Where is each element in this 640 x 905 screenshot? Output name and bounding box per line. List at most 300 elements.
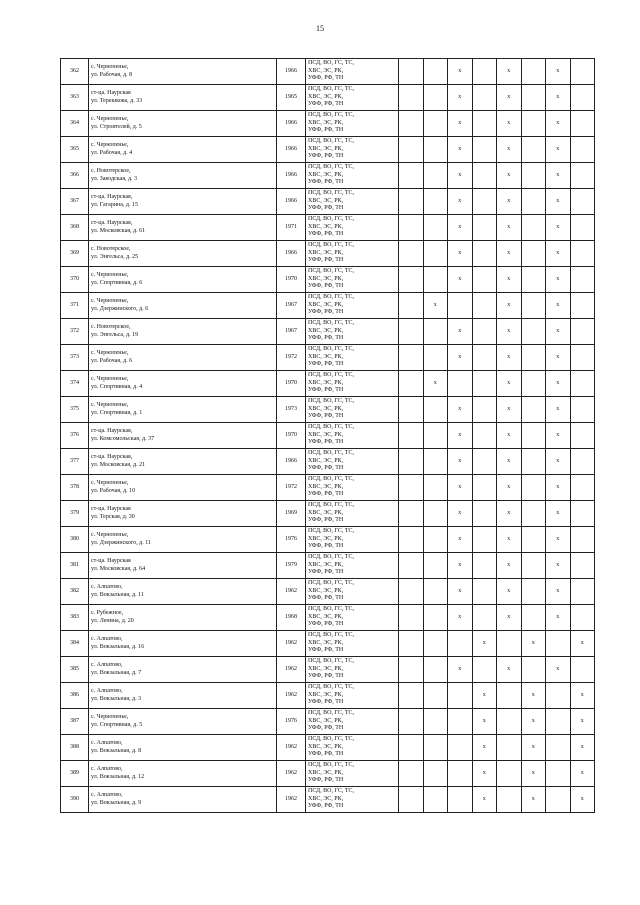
build-year: 1967 xyxy=(277,319,306,345)
mark-cell xyxy=(521,293,546,319)
systems-line: ПСД, ВО, ГС, ТС, xyxy=(308,502,355,509)
street-address: ул. Энгельса, д. 19 xyxy=(91,331,139,338)
mark-cell xyxy=(423,319,448,345)
mark-cell xyxy=(570,553,595,579)
systems-line: ХВС, ЭС, РК, xyxy=(308,483,344,490)
mark-cell: x xyxy=(497,657,522,683)
systems-line: ПСД, ВО, ГС, ТС, xyxy=(308,424,355,431)
mark-cell xyxy=(521,111,546,137)
table-row xyxy=(61,241,595,267)
mark-cell: x xyxy=(521,787,546,813)
systems-list xyxy=(306,761,399,787)
mark-cell xyxy=(423,163,448,189)
build-year: 1966 xyxy=(277,449,306,475)
build-year: 1966 xyxy=(277,189,306,215)
row-number: 362 xyxy=(61,59,89,85)
mark-cell xyxy=(399,449,424,475)
mark-cell xyxy=(423,735,448,761)
mark-cell: x xyxy=(472,761,497,787)
systems-line: ХВС, ЭС, РК, xyxy=(308,223,344,230)
systems-list xyxy=(306,579,399,605)
table-row xyxy=(61,683,595,709)
mark-cell: x xyxy=(448,189,473,215)
mark-cell xyxy=(423,475,448,501)
table-row xyxy=(61,787,595,813)
street-address: ул. Вокзальная, д. 12 xyxy=(91,773,145,780)
settlement-name: с. Чернопенье, xyxy=(91,375,129,382)
mark-cell xyxy=(423,787,448,813)
mark-cell xyxy=(423,241,448,267)
street-address: ул. Вокзальная, д. 16 xyxy=(91,643,145,650)
mark-cell xyxy=(399,553,424,579)
table-row xyxy=(61,501,595,527)
table-row xyxy=(61,605,595,631)
systems-line: ПСД, ВО, ГС, ТС, xyxy=(308,580,355,587)
row-number: 371 xyxy=(61,293,89,319)
table-row xyxy=(61,59,595,85)
mark-cell xyxy=(570,111,595,137)
systems-line: ХВС, ЭС, РК, xyxy=(308,639,344,646)
systems-line: ХВС, ЭС, РК, xyxy=(308,769,344,776)
mark-cell xyxy=(423,761,448,787)
row-number: 385 xyxy=(61,657,89,683)
street-address: ул. Спортивная, д. 4 xyxy=(91,383,143,390)
systems-line: ХВС, ЭС, РК, xyxy=(308,249,344,256)
table-row xyxy=(61,475,595,501)
mark-cell: x xyxy=(521,709,546,735)
row-number: 379 xyxy=(61,501,89,527)
mark-cell xyxy=(472,189,497,215)
mark-cell: x xyxy=(570,735,595,761)
mark-cell xyxy=(399,761,424,787)
mark-cell xyxy=(423,267,448,293)
systems-line: ПСД, ВО, ГС, ТС, xyxy=(308,658,355,665)
mark-cell: x xyxy=(546,579,571,605)
mark-cell: x xyxy=(497,267,522,293)
address-cell xyxy=(89,215,277,241)
systems-line: ХВС, ЭС, РК, xyxy=(308,535,344,542)
build-year: 1971 xyxy=(277,215,306,241)
systems-list xyxy=(306,449,399,475)
mark-cell xyxy=(521,85,546,111)
mark-cell: x xyxy=(497,501,522,527)
systems-line: ХВС, ЭС, РК, xyxy=(308,171,344,178)
systems-line: УФФ, РФ, ТН xyxy=(308,335,344,342)
mark-cell xyxy=(423,423,448,449)
row-number: 389 xyxy=(61,761,89,787)
row-number: 382 xyxy=(61,579,89,605)
mark-cell xyxy=(521,163,546,189)
mark-cell xyxy=(423,85,448,111)
address-cell xyxy=(89,709,277,735)
mark-cell xyxy=(423,111,448,137)
mark-cell xyxy=(448,735,473,761)
mark-cell xyxy=(521,345,546,371)
mark-cell: x xyxy=(546,527,571,553)
street-address: ул. Московская, д. 21 xyxy=(91,461,146,468)
mark-cell: x xyxy=(448,319,473,345)
mark-cell: x xyxy=(546,319,571,345)
mark-cell xyxy=(448,293,473,319)
build-year: 1962 xyxy=(277,657,306,683)
row-number: 366 xyxy=(61,163,89,189)
street-address: ул. Рабочая, д. 8 xyxy=(91,71,133,78)
settlement-name: с. Новотерское, xyxy=(91,167,131,174)
mark-cell xyxy=(472,319,497,345)
table-row xyxy=(61,579,595,605)
mark-cell: x xyxy=(521,631,546,657)
mark-cell: x xyxy=(448,215,473,241)
row-number: 376 xyxy=(61,423,89,449)
mark-cell: x xyxy=(570,631,595,657)
mark-cell: x xyxy=(546,293,571,319)
mark-cell xyxy=(521,319,546,345)
systems-line: УФФ, РФ, ТН xyxy=(308,751,344,758)
mark-cell: x xyxy=(497,85,522,111)
build-year: 1962 xyxy=(277,761,306,787)
systems-list xyxy=(306,501,399,527)
systems-line: ПСД, ВО, ГС, ТС, xyxy=(308,346,355,353)
street-address: ул. Заводская, д. 3 xyxy=(91,175,138,182)
systems-line: ХВС, ЭС, РК, xyxy=(308,613,344,620)
mark-cell xyxy=(399,215,424,241)
mark-cell xyxy=(423,631,448,657)
mark-cell xyxy=(570,319,595,345)
systems-line: ПСД, ВО, ГС, ТС, xyxy=(308,554,355,561)
build-year: 1973 xyxy=(277,397,306,423)
mark-cell: x xyxy=(448,85,473,111)
settlement-name: с. Рубежное, xyxy=(91,609,124,616)
address-cell xyxy=(89,475,277,501)
mark-cell xyxy=(472,111,497,137)
mark-cell xyxy=(521,241,546,267)
build-year: 1976 xyxy=(277,709,306,735)
mark-cell xyxy=(423,527,448,553)
address-cell xyxy=(89,371,277,397)
mark-cell xyxy=(521,423,546,449)
mark-cell xyxy=(423,501,448,527)
systems-list xyxy=(306,163,399,189)
systems-line: УФФ, РФ, ТН xyxy=(308,127,344,134)
mark-cell xyxy=(472,345,497,371)
mark-cell: x xyxy=(448,475,473,501)
mark-cell xyxy=(399,137,424,163)
mark-cell xyxy=(399,371,424,397)
settlement-name: с. Чернопенье, xyxy=(91,141,129,148)
systems-list xyxy=(306,111,399,137)
street-address: ул. Вокзальная, д. 8 xyxy=(91,747,142,754)
mark-cell: x xyxy=(497,449,522,475)
mark-cell xyxy=(570,163,595,189)
mark-cell: x xyxy=(448,423,473,449)
systems-line: ХВС, ЭС, РК, xyxy=(308,795,344,802)
mark-cell xyxy=(570,85,595,111)
mark-cell: x xyxy=(546,189,571,215)
table-row xyxy=(61,423,595,449)
build-year: 1962 xyxy=(277,579,306,605)
table-row xyxy=(61,215,595,241)
systems-line: УФФ, РФ, ТН xyxy=(308,361,344,368)
row-number: 380 xyxy=(61,527,89,553)
mark-cell: x xyxy=(546,163,571,189)
row-number: 369 xyxy=(61,241,89,267)
systems-line: ХВС, ЭС, РК, xyxy=(308,457,344,464)
settlement-name: с. Алпатово, xyxy=(91,739,123,746)
mark-cell xyxy=(521,553,546,579)
mark-cell xyxy=(546,683,571,709)
table-row xyxy=(61,345,595,371)
settlement-name: ст-ца. Наурская, xyxy=(91,427,133,434)
mark-cell xyxy=(472,605,497,631)
mark-cell: x xyxy=(546,553,571,579)
mark-cell: x xyxy=(497,553,522,579)
street-address: ул. Рабочая, д. 6 xyxy=(91,357,133,364)
mark-cell xyxy=(423,553,448,579)
mark-cell xyxy=(399,787,424,813)
mark-cell xyxy=(448,631,473,657)
mark-cell xyxy=(546,631,571,657)
mark-cell: x xyxy=(570,683,595,709)
systems-line: УФФ, РФ, ТН xyxy=(308,439,344,446)
mark-cell: x xyxy=(546,111,571,137)
mark-cell xyxy=(399,657,424,683)
systems-line: ПСД, ВО, ГС, ТС, xyxy=(308,216,355,223)
settlement-name: с. Алпатово, xyxy=(91,791,123,798)
mark-cell xyxy=(521,397,546,423)
mark-cell xyxy=(570,501,595,527)
mark-cell xyxy=(570,293,595,319)
mark-cell: x xyxy=(497,111,522,137)
address-cell xyxy=(89,111,277,137)
row-number: 383 xyxy=(61,605,89,631)
mark-cell xyxy=(497,631,522,657)
mark-cell xyxy=(521,527,546,553)
mark-cell xyxy=(521,449,546,475)
settlement-name: с. Алпатово, xyxy=(91,661,123,668)
mark-cell xyxy=(521,579,546,605)
systems-line: УФФ, РФ, ТН xyxy=(308,647,344,654)
mark-cell: x xyxy=(546,475,571,501)
mark-cell xyxy=(399,423,424,449)
mark-cell xyxy=(472,241,497,267)
table-row xyxy=(61,527,595,553)
mark-cell xyxy=(448,371,473,397)
address-cell xyxy=(89,579,277,605)
mark-cell: x xyxy=(497,475,522,501)
row-number: 386 xyxy=(61,683,89,709)
systems-line: УФФ, РФ, ТН xyxy=(308,517,344,524)
mark-cell xyxy=(472,371,497,397)
systems-line: ХВС, ЭС, РК, xyxy=(308,93,344,100)
systems-list xyxy=(306,605,399,631)
systems-line: ПСД, ВО, ГС, ТС, xyxy=(308,398,355,405)
mark-cell xyxy=(472,501,497,527)
systems-line: ХВС, ЭС, РК, xyxy=(308,379,344,386)
build-year: 1970 xyxy=(277,267,306,293)
mark-cell: x xyxy=(546,657,571,683)
table-row xyxy=(61,293,595,319)
row-number: 390 xyxy=(61,787,89,813)
systems-list xyxy=(306,137,399,163)
address-cell xyxy=(89,501,277,527)
settlement-name: с. Чернопенье, xyxy=(91,271,129,278)
mark-cell xyxy=(472,553,497,579)
settlement-name: с. Алпатово, xyxy=(91,583,123,590)
mark-cell: x xyxy=(448,605,473,631)
row-number: 377 xyxy=(61,449,89,475)
mark-cell xyxy=(423,605,448,631)
systems-list xyxy=(306,371,399,397)
mark-cell: x xyxy=(546,137,571,163)
mark-cell xyxy=(570,241,595,267)
table-row xyxy=(61,319,595,345)
settlement-name: ст-ца. Наурская, xyxy=(91,193,133,200)
mark-cell: x xyxy=(472,787,497,813)
mark-cell xyxy=(521,657,546,683)
build-year: 1966 xyxy=(277,163,306,189)
mark-cell: x xyxy=(472,709,497,735)
systems-list xyxy=(306,475,399,501)
mark-cell xyxy=(570,189,595,215)
systems-line: УФФ, РФ, ТН xyxy=(308,283,344,290)
mark-cell xyxy=(472,423,497,449)
systems-line: ХВС, ЭС, РК, xyxy=(308,197,344,204)
systems-line: ПСД, ВО, ГС, ТС, xyxy=(308,190,355,197)
address-cell xyxy=(89,735,277,761)
systems-line: ХВС, ЭС, РК, xyxy=(308,509,344,516)
street-address: ул. Московская, д. 64 xyxy=(91,565,146,572)
settlement-name: с. Алпатово, xyxy=(91,687,123,694)
mark-cell xyxy=(472,527,497,553)
build-year: 1979 xyxy=(277,553,306,579)
row-number: 370 xyxy=(61,267,89,293)
mark-cell xyxy=(521,59,546,85)
mark-cell xyxy=(448,709,473,735)
systems-line: ХВС, ЭС, РК, xyxy=(308,717,344,724)
mark-cell: x xyxy=(472,631,497,657)
mark-cell: x xyxy=(448,267,473,293)
build-year: 1972 xyxy=(277,345,306,371)
address-cell xyxy=(89,319,277,345)
row-number: 365 xyxy=(61,137,89,163)
street-address: ул. Вокзальная, д. 11 xyxy=(91,591,144,598)
mark-cell xyxy=(546,709,571,735)
systems-line: УФФ, РФ, ТН xyxy=(308,569,344,576)
systems-line: ПСД, ВО, ГС, ТС, xyxy=(308,138,355,145)
systems-line: УФФ, РФ, ТН xyxy=(308,179,344,186)
mark-cell: x xyxy=(546,605,571,631)
mark-cell xyxy=(472,293,497,319)
mark-cell: x xyxy=(448,163,473,189)
systems-line: УФФ, РФ, ТН xyxy=(308,491,344,498)
mark-cell: x xyxy=(546,423,571,449)
mark-cell: x xyxy=(546,267,571,293)
street-address: ул. Дзержинского, д. 11 xyxy=(91,539,151,546)
systems-line: УФФ, РФ, ТН xyxy=(308,803,344,810)
mark-cell xyxy=(570,215,595,241)
mark-cell: x xyxy=(570,787,595,813)
address-cell xyxy=(89,85,277,111)
mark-cell: x xyxy=(546,345,571,371)
address-cell xyxy=(89,605,277,631)
mark-cell xyxy=(399,397,424,423)
mark-cell: x xyxy=(448,241,473,267)
row-number: 381 xyxy=(61,553,89,579)
address-cell xyxy=(89,449,277,475)
mark-cell xyxy=(521,215,546,241)
mark-cell xyxy=(399,59,424,85)
mark-cell xyxy=(472,85,497,111)
mark-cell xyxy=(570,605,595,631)
systems-line: ПСД, ВО, ГС, ТС, xyxy=(308,112,355,119)
mark-cell xyxy=(497,735,522,761)
mark-cell: x xyxy=(497,605,522,631)
systems-line: ХВС, ЭС, РК, xyxy=(308,431,344,438)
mark-cell: x xyxy=(497,241,522,267)
build-year: 1972 xyxy=(277,475,306,501)
address-cell xyxy=(89,787,277,813)
mark-cell xyxy=(472,475,497,501)
systems-line: ПСД, ВО, ГС, ТС, xyxy=(308,736,355,743)
systems-line: УФФ, РФ, ТН xyxy=(308,205,344,212)
systems-line: ХВС, ЭС, РК, xyxy=(308,327,344,334)
mark-cell: x xyxy=(497,371,522,397)
mark-cell xyxy=(472,579,497,605)
mark-cell xyxy=(423,709,448,735)
build-year: 1968 xyxy=(277,605,306,631)
build-year: 1962 xyxy=(277,735,306,761)
mark-cell xyxy=(521,371,546,397)
mark-cell: x xyxy=(448,449,473,475)
mark-cell xyxy=(570,475,595,501)
systems-list xyxy=(306,735,399,761)
mark-cell xyxy=(521,189,546,215)
table-row xyxy=(61,111,595,137)
mark-cell: x xyxy=(497,189,522,215)
mark-cell: x xyxy=(472,735,497,761)
address-cell xyxy=(89,423,277,449)
systems-line: ХВС, ЭС, РК, xyxy=(308,67,344,74)
mark-cell xyxy=(423,215,448,241)
row-number: 374 xyxy=(61,371,89,397)
systems-line: ХВС, ЭС, РК, xyxy=(308,275,344,282)
build-year: 1967 xyxy=(277,293,306,319)
address-cell xyxy=(89,267,277,293)
mark-cell xyxy=(521,501,546,527)
mark-cell xyxy=(570,423,595,449)
mark-cell xyxy=(399,189,424,215)
address-cell xyxy=(89,59,277,85)
build-year: 1966 xyxy=(277,59,306,85)
street-address: ул. Вокзальная, д. 7 xyxy=(91,669,142,676)
mark-cell: x xyxy=(423,293,448,319)
mark-cell xyxy=(472,397,497,423)
row-number: 388 xyxy=(61,735,89,761)
mark-cell xyxy=(399,267,424,293)
mark-cell xyxy=(521,267,546,293)
mark-cell xyxy=(399,735,424,761)
row-number: 368 xyxy=(61,215,89,241)
mark-cell: x xyxy=(448,137,473,163)
building-register-table xyxy=(60,58,595,813)
table-row xyxy=(61,553,595,579)
mark-cell xyxy=(448,761,473,787)
mark-cell: x xyxy=(497,527,522,553)
systems-list xyxy=(306,709,399,735)
mark-cell xyxy=(423,59,448,85)
mark-cell xyxy=(399,85,424,111)
systems-line: УФФ, РФ, ТН xyxy=(308,777,344,784)
